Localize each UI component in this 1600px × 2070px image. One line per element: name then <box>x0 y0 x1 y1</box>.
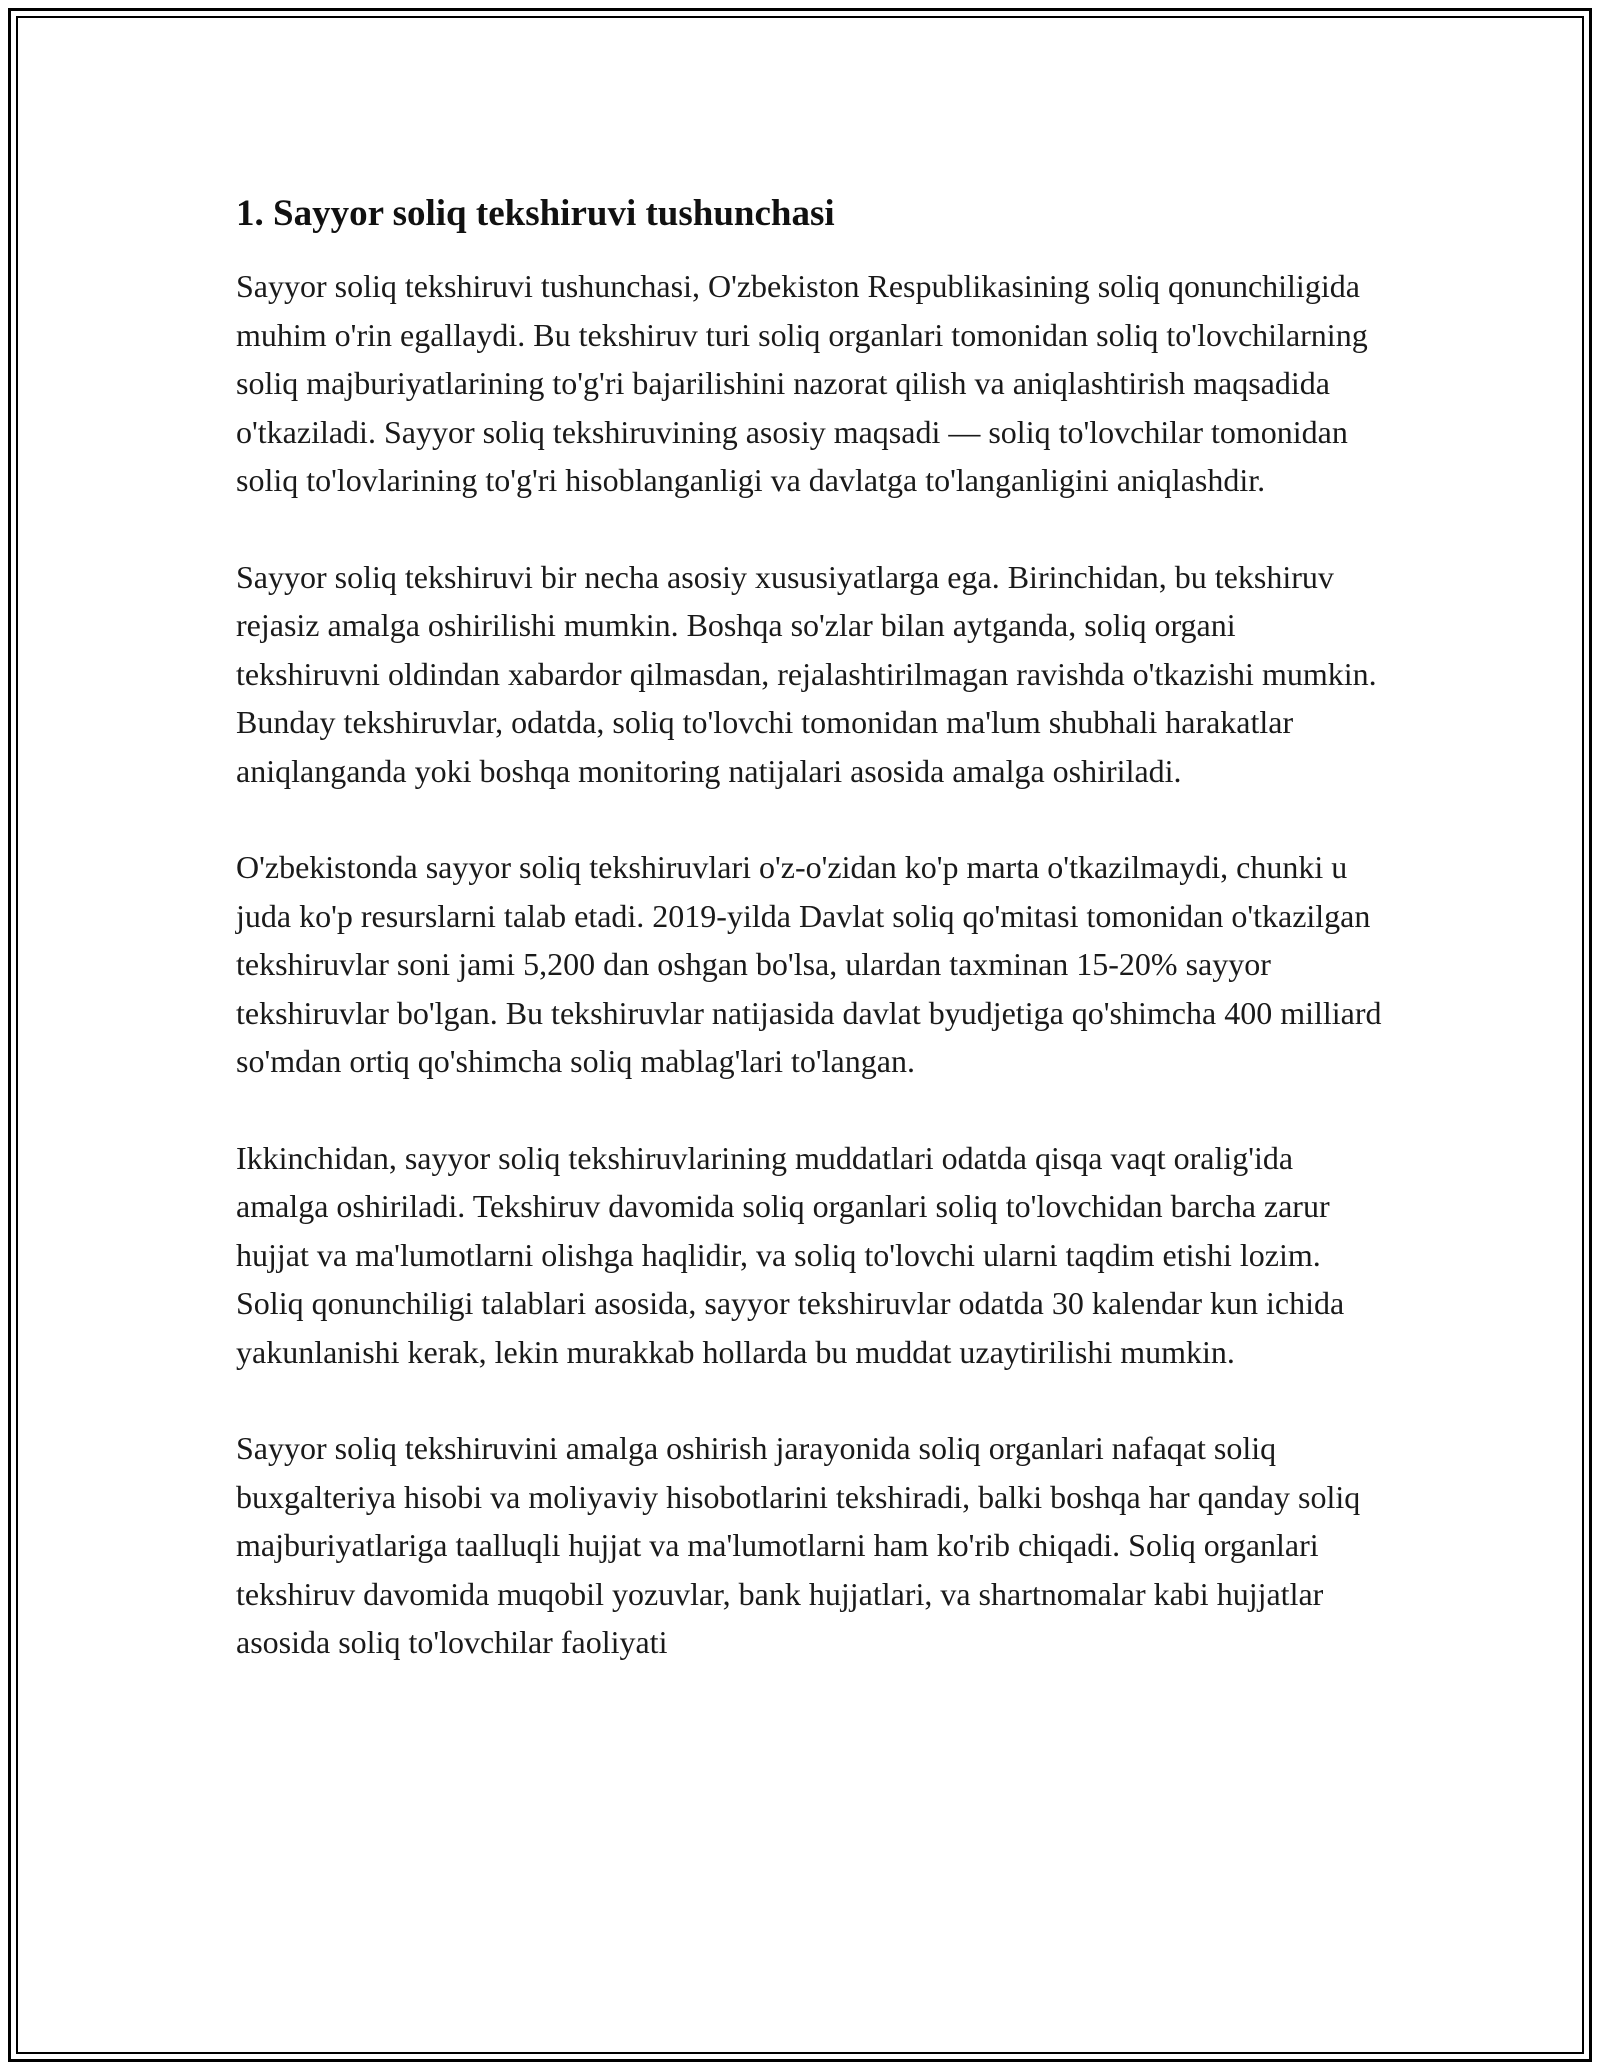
paragraph-2: Sayyor soliq tekshiruvi bir necha asosiy xususiyatlarga ega. Birinchidan, bu tekshiruv rejasiz amalga oshirilishi mumkin. Boshqa so'zlar bilan aytganda, soliq organi tekshiruvni oldindan xabardor qilmasdan, rejalashtirilmagan ravishda o'tkazishi mumkin. Bunday tekshiruvlar, odatda, soliq to'lovchi tomonidan ma'lum shubhali harakatlar aniqlanganda yoki boshqa monitoring natijalari asosida amalga oshiriladi. <box>236 558 1377 789</box>
document-body <box>236 188 1386 1715</box>
paragraph-3: O'zbekistonda sayyor soliq tekshiruvlari o'z-o'zidan ko'p marta o'tkazilmaydi, chunki u juda ko'p resurslarni talab etadi. 2019-yilda Davlat soliq qo'mitasi tomonidan o'tkazilgan tekshiruvlar soni jami 5,200 dan oshgan bo'lsa, ulardan taxminan 15-20% sayyor tekshiruvlar bo'lgan. Bu tekshiruvlar natijasida davlat byudjetiga qo'shimcha 400 milliard so'mdan ortiq qo'shimcha soliq mablag'lari to'langan. <box>236 849 1382 1079</box>
paragraph-1: Sayyor soliq tekshiruvi tushunchasi, O'zbekiston Respublikasining soliq qonunchiligida muhim o'rin egallaydi. Bu tekshiruv turi soliq organlari tomonidan soliq to'lovchilarning soliq majburiyatlarining to'g'ri bajarilishini nazorat qilish va aniqlashtirish maqsadida o'tkaziladi. Sayyor soliq tekshiruvining asosiy maqsadi — soliq to'lovchilar tomonidan soliq to'lovlarining to'g'ri hisoblanganligi va davlatga to'langanligini aniqlashdir. <box>236 268 1368 498</box>
paragraph-5: Sayyor soliq tekshiruvini amalga oshirish jarayonida soliq organlari nafaqat soliq buxgalteriya hisobi va moliyaviy hisobotlarini tekshiradi, balki boshqa har qanday soliq majburiyatlariga taalluqli hujjat va ma'lumotlarni ham ko'rib chiqadi. Soliq organlari tekshiruv davomida muqobil yozuvlar, bank hujjatlari, va shartnomalar kabi hujjatlar asosida soliq to'lovchilar faoliyati <box>236 1430 1361 1660</box>
section-heading: 1. Sayyor soliq tekshiruvi tushunchasi <box>236 193 835 234</box>
paragraph-4: Ikkinchidan, sayyor soliq tekshiruvlarining muddatlari odatda qisqa vaqt oralig'ida amalga oshiriladi. Tekshiruv davomida soliq organlari soliq to'lovchidan barcha zarur hujjat va ma'lumotlarni olishga haqlidir, va soliq to'lovchi ularni taqdim etishi lozim. Soliq qonunchiligi talablari asosida, sayyor tekshiruvlar odatda 30 kalendar kun ichida yakunlanishi kerak, lekin murakkab hollarda bu muddat uzaytirilishi mumkin. <box>236 1139 1345 1370</box>
